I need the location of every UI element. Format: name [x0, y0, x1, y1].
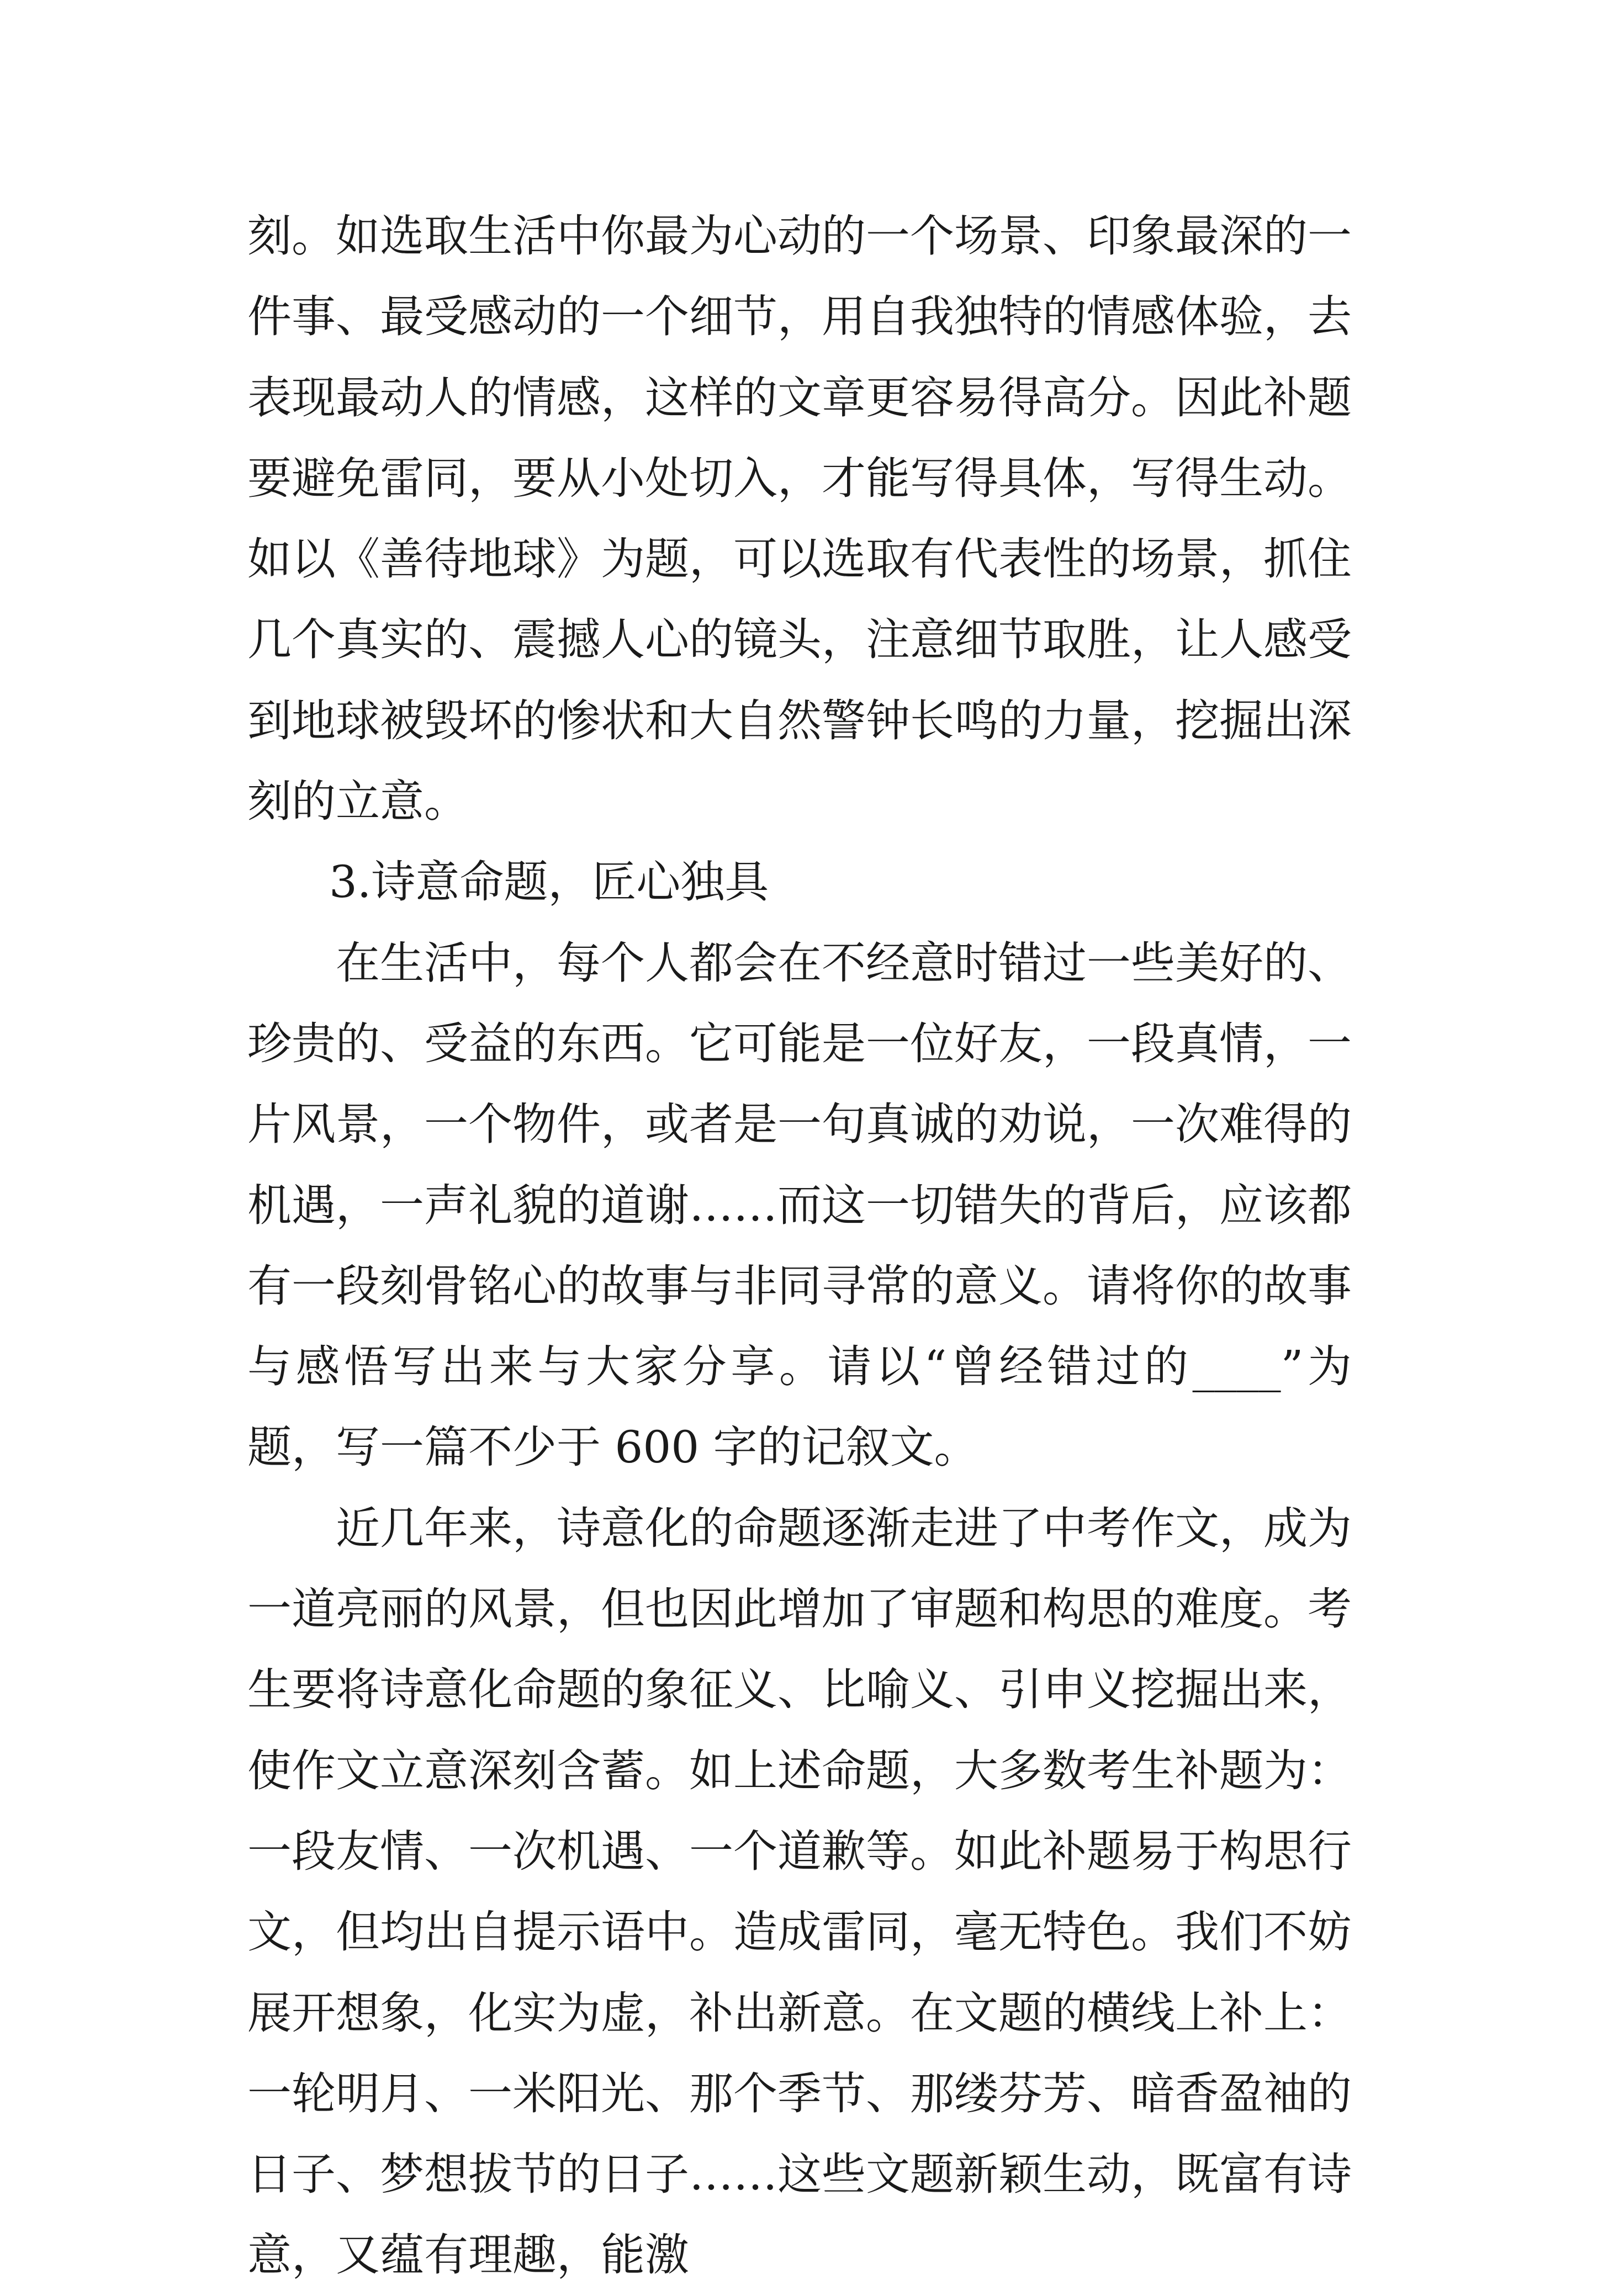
- paragraph-analysis: 近几年来，诗意化的命题逐渐走进了中考作文，成为一道亮丽的风景，但也因此增加了审题和构思的难度。考生要将诗意化命题的象征义、比喻义、引申义挖掘出来，使作文立意深刻含蓄。如上述命题，大多数考生补题为：一段友情、一次机遇、一个道歉等。如此补题易于构思行文，但均出自提示语中。造成雷同，毫无特色。我们不妨展开想象，化实为虚，补出新意。在文题的横线上补上：一轮明月、一米阳光、那个季节、那缕芬芳、暗香盈袖的日子、梦想拔节的日子……这些文题新颖生动，既富有诗意，又蕴有理趣，能激: [247, 1502, 1352, 2281]
- document-body: [247, 196, 1352, 2296]
- section-heading: 3.诗意命题，匠心独具: [329, 856, 769, 908]
- paragraph-continued: 刻。如选取生活中你最为心动的一个场景、印象最深的一件事、最受感动的一个细节，用自我独特的情感体验，去表现最动人的情感，这样的文章更容易得高分。因此补题要避免雷同，要从小处切入，才能写得具体，写得生动。如以《善待地球》为题，可以选取有代表性的场景，抓住几个真实的、震撼人心的镜头，注意细节取胜，让人感受到地球被毁坏的惨状和大自然警钟长鸣的力量，挖掘出深刻的立意。: [247, 210, 1352, 828]
- paragraph-prompt: 在生活中，每个人都会在不经意时错过一些美好的、珍贵的、受益的东西。它可能是一位好友，一段真情，一片风景，一个物件，或者是一句真诚的劝说，一次难得的机遇，一声礼貌的道谢……而这一切错失的背后，应该都有一段刻骨铭心的故事与非同寻常的意义。请将你的故事与感悟写出来与大家分享。请以“曾经错过的____”为题，写一篇不少于 600 字的记叙文。: [247, 937, 1352, 1473]
